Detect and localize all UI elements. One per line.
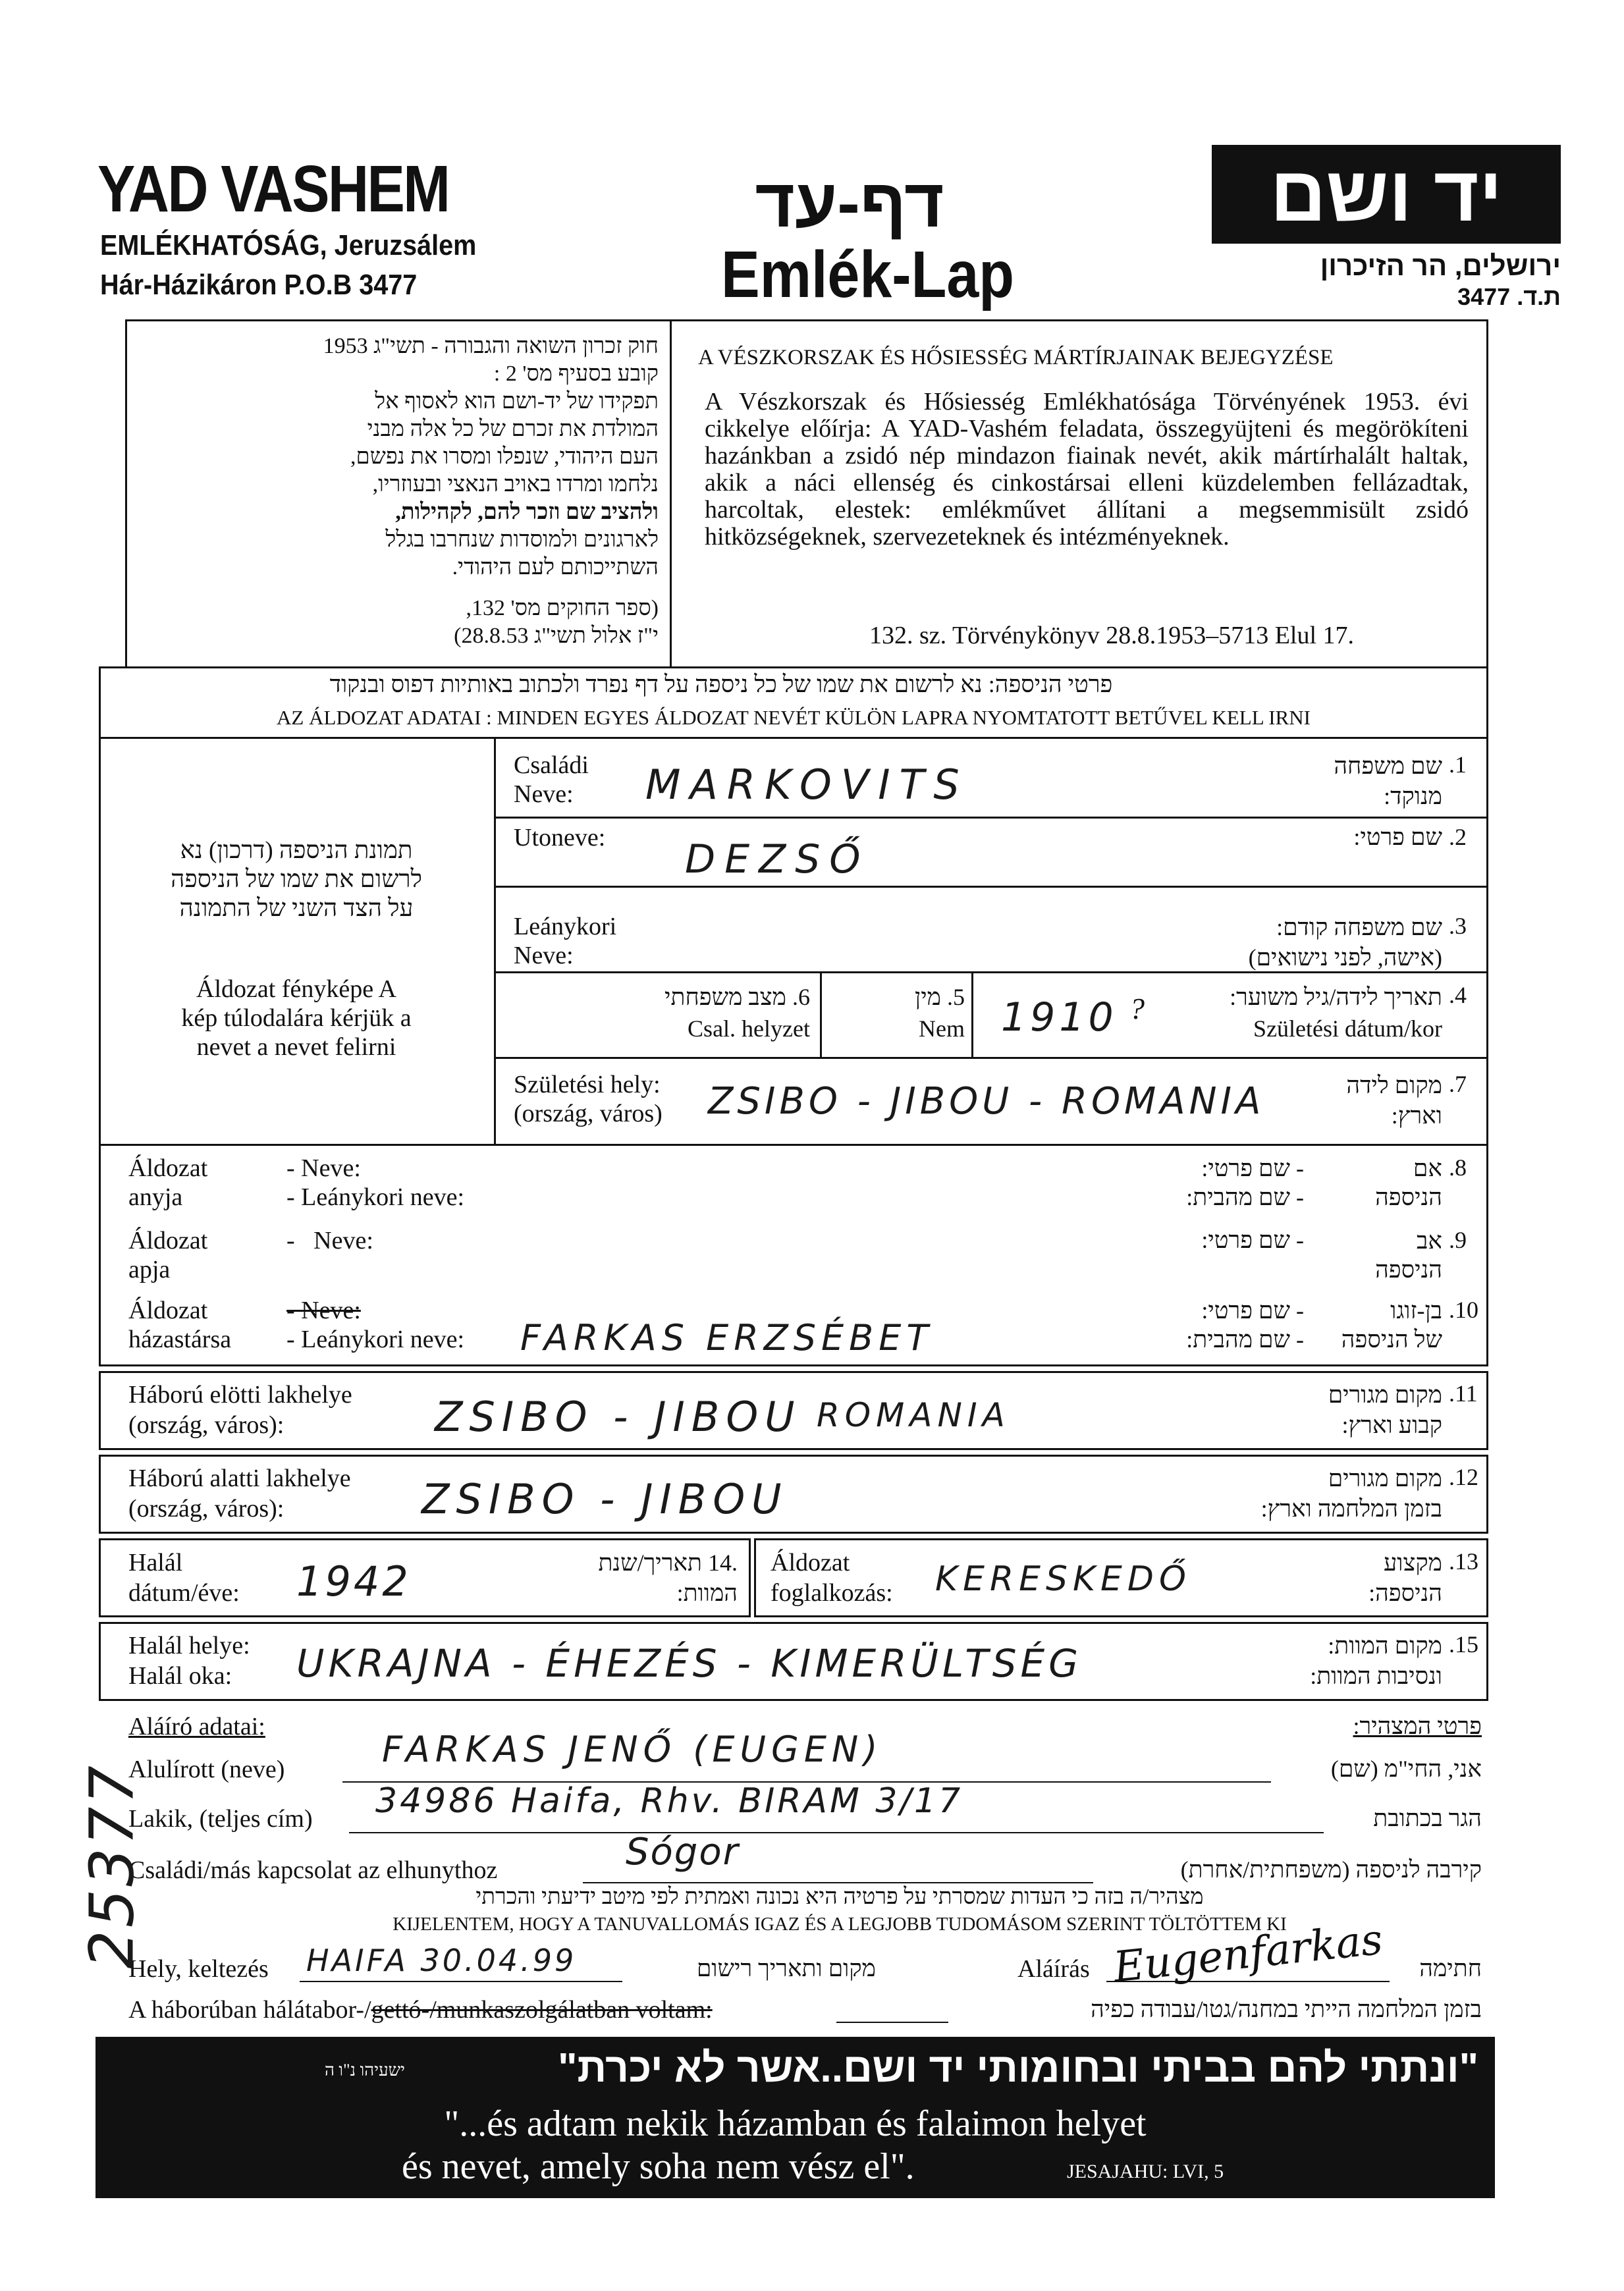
camp-label-part: A háborúban hálátabor-/ xyxy=(128,1996,371,2024)
submitter-address-label-he: הגר בכתובת xyxy=(1373,1805,1482,1831)
field-2-label-he: שם פרטי: xyxy=(1353,824,1442,850)
place-date-label: Hely, keltezés xyxy=(128,1955,269,1983)
field-9-number: .9 xyxy=(1449,1227,1467,1253)
label-line: הניספה xyxy=(1375,1256,1442,1283)
field-10-label-he xyxy=(1324,1296,1442,1354)
label-line: Halál xyxy=(128,1549,183,1577)
label-line: הניספה xyxy=(1375,1184,1442,1210)
law-he-line: קובע בסעיף מס' 2 : xyxy=(493,362,659,386)
signature-value[interactable]: Eugenfarkas xyxy=(1111,1915,1385,1993)
field-5-sex xyxy=(830,981,965,1044)
field-15-number: .15 xyxy=(1449,1631,1478,1658)
label-line: - Neve: xyxy=(286,1297,361,1324)
law-hu-title: A VÉSZKORSZAK ÉS HŐSIESSÉG MÁRTÍRJAINAK BEJEGYZÉSE xyxy=(698,346,1334,369)
org-subtitle-1: EMLÉKHATÓSÁG, Jeruzsálem xyxy=(100,229,477,261)
label-line: Halál helye: xyxy=(128,1632,250,1659)
label-line: Áldozat xyxy=(771,1549,850,1577)
label-line: אב xyxy=(1417,1227,1442,1254)
declaration-hebrew: מצהיר/ה בזה כי העדות שמסרתי על פרטיה היא נכונה ואמתית לפי מיטב ידיעתי והכרתי xyxy=(475,1885,1204,1909)
field-11-label-he xyxy=(1159,1380,1442,1440)
label-line: שם משפחה קודם: xyxy=(1276,914,1442,940)
law-he-line: המולדת את זכרם של כל אלה מבני xyxy=(367,417,659,441)
law-he-reference: י"ז אלול תשי"ג 28.8.53) xyxy=(454,624,659,648)
field-3-number: .3 xyxy=(1449,913,1467,939)
label-line: Háború elötti lakhelye xyxy=(128,1381,352,1409)
field-2-given-name-value[interactable]: DEZSŐ xyxy=(685,836,870,882)
law-he-line: נלחמו ומרדו באויב הנאצי ובעוזריו, xyxy=(372,472,659,497)
field-12-wartime-residence-value[interactable]: ZSIBO - JIBOU xyxy=(421,1475,788,1523)
label-line: הניספה: xyxy=(1368,1580,1442,1606)
field-10-number: .10 xyxy=(1449,1297,1478,1323)
form-title-hungarian: Emlék-Lap xyxy=(721,238,1015,311)
label-line: házastársa xyxy=(128,1326,232,1353)
field-14-label-he xyxy=(501,1548,738,1608)
label-line: וארץ: xyxy=(1391,1102,1442,1129)
label-line: מקום מגורים xyxy=(1328,1382,1442,1408)
field-15-label-hu xyxy=(128,1631,250,1691)
place-date-value[interactable]: HAIFA 30.04.99 xyxy=(306,1943,577,1978)
photo-instructions-hebrew: תמונת הניספה (דרכון) נא לרשום את שמו של הניספה על הצד השני של התמונה xyxy=(171,837,422,922)
field-15-death-place-cause-value[interactable]: UKRAJNA - ÉHEZÉS - KIMERÜLTSÉG xyxy=(296,1641,1083,1686)
victim-header-hungarian: AZ ÁLDOZAT ADATAI : MINDEN EGYES ÁLDOZAT NEVÉT KÜLÖN LAPRA NYOMTATOTT BETŰVEL KELL IRNI xyxy=(277,706,1311,729)
label-line: מקום המוות: xyxy=(1328,1632,1442,1659)
law-he-line: תפקידו של יד-ושם הוא לאסוף אל xyxy=(375,389,659,414)
label-line: (ország, város): xyxy=(128,1495,284,1523)
field-9-sub-label-he: - שם פרטי: xyxy=(1201,1227,1304,1253)
field-10-label-hu xyxy=(128,1296,231,1354)
field-4-label xyxy=(1172,981,1442,1044)
label-line: מנוקד: xyxy=(1384,783,1442,809)
field-7-label-he xyxy=(1225,1070,1442,1131)
camp-label-struck: gettó-/munkaszolgálatban voltam: xyxy=(371,1996,713,2024)
relationship-label-he: קירבה לניספה (משפחתית/אחרת) xyxy=(1180,1856,1482,1883)
place-date-label-he: מקום ותאריך רישום xyxy=(696,1955,876,1981)
submitter-title-hu: Aláíró adatai: xyxy=(128,1713,265,1740)
label-line: - Leánykori neve: xyxy=(286,1183,465,1211)
label-line: מקום לידה xyxy=(1346,1072,1442,1098)
field-2-label-hu: Utoneve: xyxy=(514,824,606,851)
label-line: המוות: xyxy=(676,1580,738,1606)
law-he-line: ולהציב שם וזכר להם, לקהילות, xyxy=(395,500,659,524)
submitter-address-value[interactable]: 34986 Haifa, Rhv. BIRAM 3/17 xyxy=(375,1781,963,1821)
label-line: Háború alatti lakhelye xyxy=(128,1465,351,1492)
submitter-name-label: Alulírott (neve) xyxy=(128,1756,285,1783)
label-line: Halál oka: xyxy=(128,1662,232,1690)
label-line: (אישה, לפני נישואים) xyxy=(1248,944,1442,971)
relationship-value[interactable]: Sógor xyxy=(626,1831,740,1873)
field-4-number: .4 xyxy=(1449,982,1467,1008)
field-8-sub-labels-hu xyxy=(286,1154,464,1212)
label-line: Leánykori xyxy=(514,913,617,940)
label-line: 5. מין xyxy=(915,984,965,1010)
label-line: (ország, város) xyxy=(514,1100,663,1127)
declaration-hungarian: KIJELENTEM, HOGY A TANUVALLOMÁS IGAZ ÉS A LEGJOBB TUDOMÁSOM SZERINT TÖLTÖTTEM KI xyxy=(392,1914,1287,1935)
label-line: Születési dátum/kor xyxy=(1253,1015,1442,1042)
label-line: Áldozat xyxy=(128,1297,208,1324)
field-7-birth-place-value[interactable]: ZSIBO - JIBOU - ROMANIA xyxy=(708,1080,1265,1123)
label-line: - שם פרטי: xyxy=(1201,1155,1304,1181)
label-line: - שם פרטי: xyxy=(1201,1297,1304,1324)
law-hu-body: A Vészkorszak és Hősiesség Emlékhatósága Törvényének 1953. évi cikkelye előírja: A YAD-Vashém feladata, összegyüjteni és megörökíteni hazánkban a zsidó nép mindazon fiainak nevét, akik mártírhalált haltak, akik a náci ellenség és cinkostársai elleni küzdelemben fellázadtak, harcoltak, elestek: emlékművet állítani a megsemmisült zsidó hitközségeknek, szervezeteknek és intézményeknek. xyxy=(705,388,1469,551)
photo-instructions-hungarian: Áldozat fényképe A kép túlodalára kérjük a nevet a nevet felirni xyxy=(181,975,412,1061)
label-line: Áldozat xyxy=(128,1227,208,1254)
label-line: dátum/éve: xyxy=(128,1579,240,1607)
label-line: תאריך לידה/גיל משוער: xyxy=(1230,984,1442,1010)
field-13-label-hu xyxy=(771,1548,893,1608)
label-line: ונסיבות המוות: xyxy=(1310,1663,1442,1689)
po-box-hebrew: ת.ד. 3477 xyxy=(1457,283,1561,310)
relationship-label: Családi/más kapcsolat az elhunythoz xyxy=(128,1856,498,1884)
submitter-address-label: Lakik, (teljes cím) xyxy=(128,1805,313,1833)
footer-quote-hungarian-1: "...és adtam nekik házamban és falaimon helyet xyxy=(444,2103,1147,2144)
label-line: - שם מהבית: xyxy=(1186,1326,1304,1353)
footer-quote-hebrew: "ונתתי להם בביתי ובחומותי יד ושם..אשר לא יכרת" xyxy=(558,2045,1478,2091)
field-14-label-hu xyxy=(128,1548,240,1608)
label-line: שם משפחה xyxy=(1334,753,1442,779)
label-line: Nem xyxy=(919,1015,965,1042)
label-line: Neve: xyxy=(514,780,574,808)
field-8-number: .8 xyxy=(1449,1154,1467,1181)
org-name: YAD VASHEM xyxy=(97,152,449,226)
label-line: apja xyxy=(128,1256,171,1283)
field-10-spouse-value[interactable]: FARKAS ERZSÉBET xyxy=(520,1317,934,1359)
field-14-death-date-value[interactable]: 1942 xyxy=(296,1557,411,1605)
field-1-label-he xyxy=(1225,751,1442,811)
footer-banner xyxy=(95,2037,1495,2198)
field-6-marital-status xyxy=(507,981,810,1044)
label-line: של הניספה xyxy=(1341,1326,1442,1353)
footer-ref-hebrew: ישעיהו נ"ו ה xyxy=(324,2061,405,2080)
label-line: מקצוע xyxy=(1383,1550,1442,1576)
field-10-sub-labels-he xyxy=(1027,1296,1304,1354)
footer-quote-hungarian-2: és nevet, amely soha nem vész el". xyxy=(402,2146,915,2187)
signature-label: Aláírás xyxy=(1017,1955,1090,1983)
field-12-label-hu xyxy=(128,1463,351,1524)
law-hu-reference: 132. sz. Törvénykönyv 28.8.1953–5713 Elul 17. xyxy=(869,622,1355,649)
field-4-birth-date-value[interactable]: 1910 xyxy=(1001,994,1118,1040)
signature-label-he: חתימה xyxy=(1419,1955,1482,1981)
field-3-label-he xyxy=(1120,912,1442,973)
label-line: - Neve: xyxy=(286,1154,361,1182)
logo-text: יד ושם xyxy=(1270,151,1503,238)
label-line: Családi xyxy=(514,751,589,779)
field-3-label-hu xyxy=(514,912,616,970)
law-he-reference: (ספר החוקים מס' 132, xyxy=(466,596,659,620)
form-title-hebrew: דף-עד xyxy=(755,165,944,242)
law-he-line: לארגונים ולמוסדות שנחרבו בגלל xyxy=(385,527,659,552)
field-10-sub-labels-hu xyxy=(286,1296,464,1354)
label-line: anyja xyxy=(128,1183,183,1211)
field-11-residence-value[interactable]: ZSIBO - JIBOU xyxy=(435,1393,801,1441)
label-line: - שם מהבית: xyxy=(1186,1184,1304,1210)
field-11-label-hu xyxy=(128,1380,352,1440)
law-hebrew-text xyxy=(138,333,659,650)
label-line: Születési hely: xyxy=(514,1071,661,1098)
field-13-label-he xyxy=(1238,1548,1442,1608)
field-12-label-he xyxy=(1120,1463,1442,1524)
field-13-occupation-value[interactable]: KERESKEDŐ xyxy=(935,1559,1191,1599)
field-9-sub-label-hu: - Neve: xyxy=(286,1227,373,1254)
label-line: אם xyxy=(1413,1155,1442,1181)
label-line: מקום מגורים xyxy=(1328,1465,1442,1492)
submitter-title-he: פרטי המצהיר: xyxy=(1353,1713,1482,1739)
field-11-number: .11 xyxy=(1449,1380,1478,1407)
label-line: foglalkozás: xyxy=(771,1579,893,1607)
field-11-country-value[interactable]: ROMANIA xyxy=(817,1396,1010,1434)
field-9-label-hu xyxy=(128,1226,207,1284)
field-13-number: .13 xyxy=(1449,1548,1478,1575)
field-2-number: .2 xyxy=(1449,824,1467,850)
label-line: Csal. helyzet xyxy=(688,1015,810,1042)
label-line: בן-זוגו xyxy=(1390,1297,1442,1324)
field-4-uncertain-mark: ? xyxy=(1129,992,1145,1025)
law-he-line: חוק זכרון השואה והגבורה - תשי"ג 1953 xyxy=(323,334,659,358)
field-8-label-hu xyxy=(128,1154,207,1212)
label-line: קבוע וארץ: xyxy=(1341,1412,1442,1438)
field-15-label-he xyxy=(1159,1631,1442,1691)
yad-vashem-logo xyxy=(1212,145,1561,244)
label-line: (ország, város): xyxy=(128,1411,284,1439)
field-9-label-he xyxy=(1324,1226,1442,1284)
org-subtitle-2: Hár-Házikáron P.O.B 3477 xyxy=(100,269,418,301)
victim-header-hebrew: פרטי הניספה: נא לרשום את שמו של כל ניספה על דף נפרד ולכתוב באותיות דפוס ובנקוד xyxy=(329,671,1113,697)
field-1-number: .1 xyxy=(1449,751,1467,778)
footer-ref-hungarian: JESAJAHU: LVI, 5 xyxy=(1067,2161,1224,2182)
law-he-line: העם היהודי, שנפלו ומסרו את נפשם, xyxy=(350,445,659,469)
submitter-name-value[interactable]: FARKAS JENŐ (EUGEN) xyxy=(382,1729,883,1770)
field-1-label-hu xyxy=(514,751,589,809)
label-line: Áldozat xyxy=(128,1154,208,1182)
margin-reference-number: 25377 xyxy=(76,1763,148,1969)
field-1-family-name-value[interactable]: MARKOVITS xyxy=(645,761,969,809)
field-8-sub-labels-he xyxy=(1027,1154,1304,1212)
law-he-line: השתייכותם לעם היהודי. xyxy=(452,555,659,579)
camp-question-label xyxy=(128,1995,713,2024)
field-7-label-hu xyxy=(514,1070,663,1128)
field-8-label-he xyxy=(1324,1154,1442,1212)
label-line: 6. מצב משפחתי xyxy=(664,984,810,1010)
field-7-number: .7 xyxy=(1449,1071,1467,1097)
label-line: Neve: xyxy=(514,942,574,969)
address-hebrew: ירושלים, הר הזיכרון xyxy=(1320,250,1561,281)
label-line: .14 תאריך/שנת xyxy=(598,1550,738,1576)
submitter-name-label-he: אני, החי"מ (שם) xyxy=(1330,1756,1482,1782)
label-line: - Leánykori neve: xyxy=(286,1326,465,1353)
label-line: בזמן המלחמה וארץ: xyxy=(1260,1496,1442,1522)
field-12-number: .12 xyxy=(1449,1464,1478,1490)
camp-question-label-he: בזמן המלחמה הייתי במחנה/גטו/עבודה כפיה xyxy=(1091,1996,1482,2022)
